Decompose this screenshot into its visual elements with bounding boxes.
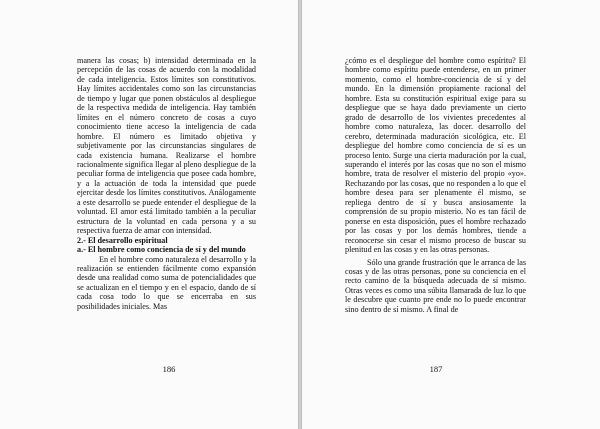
right-paragraph-2: Sólo una grande frustración que le arranca de las cosas y de las otras personas, pone su conciencia en el recto camino de la búsqueda adecuada de sí mismo. Otras veces es como una súbita llamarada de luz lo que le descubre que cuanto pre ende no lo puede encontrar sino dentro de sí mismo. A final de bbox=[345, 257, 526, 314]
left-paragraph-1: manera las cosas; b) intensidad determinada en la percepción de las cosas de acuerdo con la modalidad de cada inteligencia. Estos límites son constitutivos. Hay límites accidentales como son las circunstancias de tiempo y lugar que ponen obstáculos al despliegue de la respectiva medida de inteligencia. Hay también límites en el número concreto de cosas a cuyo conocimiento tiene acceso la inteligencia de cada hombre. El número es limitado objetiva y subjetivamente por las circunstancias singulares de cada existencia humana. Realizarse el hombre racionalmente significa llegar al pleno despliegue de la peculiar forma de inteligencia que posee cada hombre, y a la actuación de toda la intensidad que puede ejercitar desde los límites constitutivos. Análogamente a este desarrollo se puede entender el despliegue de la voluntad. El amor está limitado también a la peculiar estructura de la voluntad en cada persona y a su respectiva fuerza de amar con intensidad. bbox=[77, 56, 256, 236]
right-page-body bbox=[345, 56, 526, 314]
section-heading: 2.- El desarrollo espiritual bbox=[77, 235, 168, 245]
left-page bbox=[0, 0, 299, 429]
right-paragraph-1: ¿cómo es el despliegue del hombre como espíritu? El hombre como espíritu puede entenderse, en un primer momento, como el hombre-conciencia de sí y del mundo. En la dimensión propiamente racional del hombre. Esta su constitución espiritual exige para su despliegue que se haya dado previamente un cierto grado de desarrollo de los vivientes precedentes al hombre como naturaleza, las docer. desarrollo del cerebro, determinada maduración sicológica, etc. El despliegue del hombre como conciencia de sí es un proceso lento. Surge una cierta maduración por la cual, superando el interés por las cosas que no son el mismo hombre, trata de resolver el misterio del propio «yo». Rechazando por las cosas, que no responden a lo que el hombre desea para ser plenamente él mismo, se repliega dentro de sí y busca ansiosamente la comprensión de su propio misterio. No es tan fácil de ponerse en esta disposición, pues el hombre rechazado por las cosas y por los demás hombres, tiende a reconocerse sin cesar el mismo proceso de buscar su plenitud en las cosas y en las otras personas. bbox=[345, 56, 526, 255]
left-page-body bbox=[77, 56, 256, 311]
left-page-number: 186 bbox=[162, 364, 176, 374]
right-page-number: 187 bbox=[429, 364, 443, 374]
subsection-heading: a.- El hombre como conciencia de sí y del mundo bbox=[77, 245, 246, 255]
left-paragraph-2: En el hombre como naturaleza el desarrollo y la realización se entienden fácilmente como expansión desde una realidad como suma de potencialidades que se actualizan en el tiempo y en el espacio, dando de sí cada cosa todo lo que se encerraba en sus posibilidades iniciales. Mas bbox=[77, 254, 256, 311]
right-page bbox=[301, 0, 600, 429]
